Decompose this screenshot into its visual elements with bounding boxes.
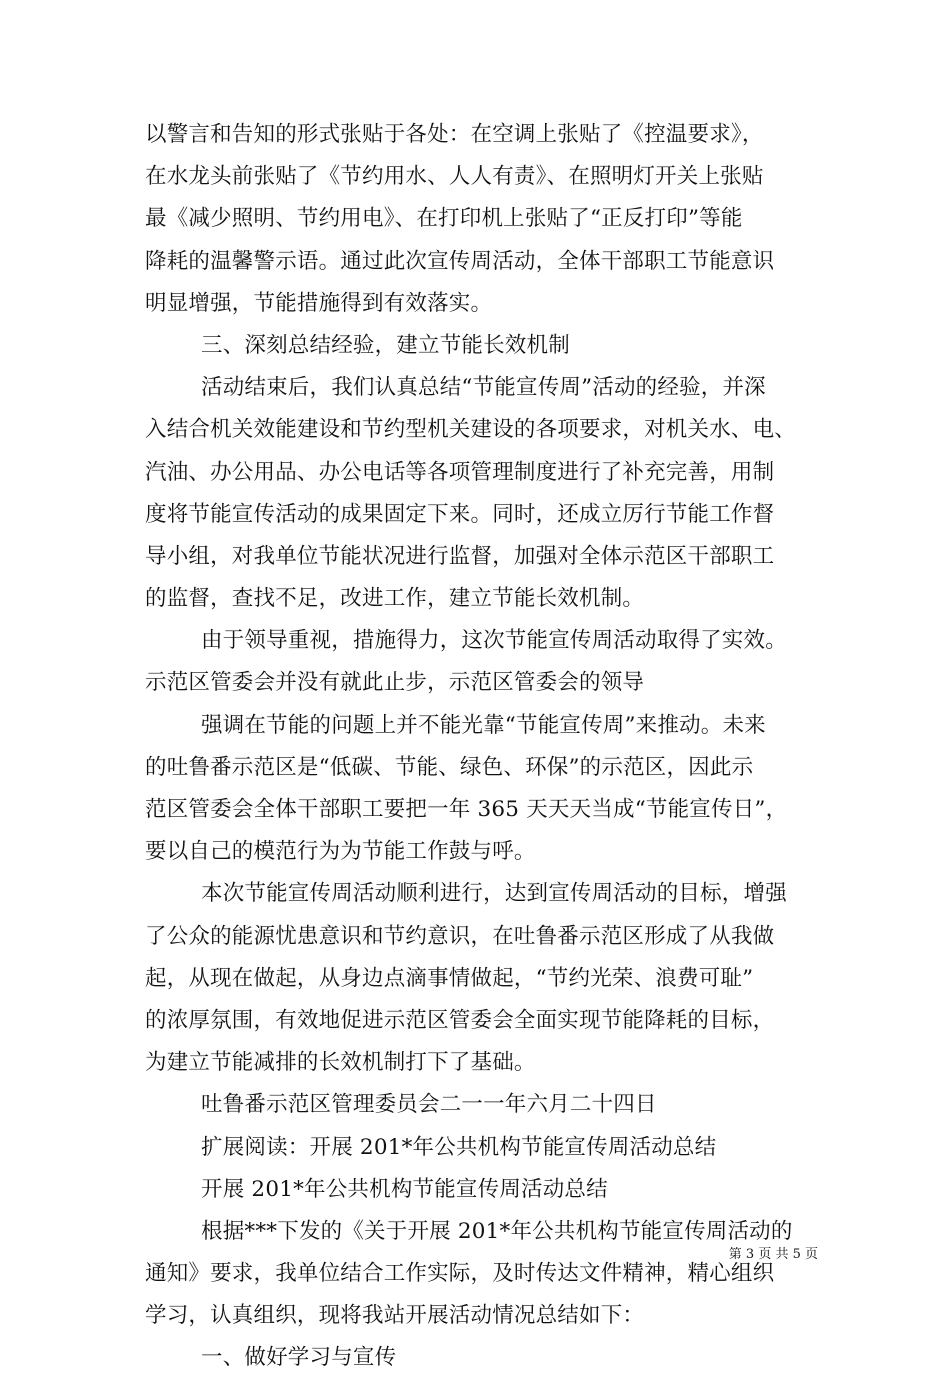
- paragraph-line: 的浓厚氛围，有效地促进示范区管委会全面实现节能降耗的目标，: [145, 1007, 775, 1033]
- paragraph-line: 示范区管委会并没有就此止步，示范区管委会的领导: [145, 670, 645, 696]
- paragraph-line: 通知》要求，我单位结合工作实际，及时传达文件精神，精心组织: [145, 1261, 775, 1287]
- paragraph-line: 度将节能宣传活动的成果固定下来。同时，还成立厉行节能工作督: [145, 501, 775, 527]
- paragraph-line: 活动结束后，我们认真总结“节能宣传周”活动的经验，并深: [201, 375, 766, 401]
- paragraph-line: 根据***下发的《关于开展 201*年公共机构节能宣传周活动的: [201, 1218, 793, 1244]
- extended-reading-title: 扩展阅读：开展 201*年公共机构节能宣传周活动总结: [201, 1134, 717, 1160]
- paragraph-line: 在水龙头前张贴了《节约用水、人人有责》、在照明灯开关上张贴: [145, 164, 764, 190]
- paragraph-line: 为建立节能减排的长效机制打下了基础。: [145, 1050, 536, 1076]
- paragraph-line: 的吐鲁番示范区是“低碳、节能、绿色、环保”的示范区，因此示: [145, 754, 754, 780]
- paragraph-line: 最《减少照明、节约用电》、在打印机上张贴了“正反打印”等能: [145, 206, 743, 232]
- paragraph-line: 要以自己的模范行为为节能工作鼓与呼。: [145, 839, 536, 865]
- paragraph-line: 导小组，对我单位节能状况进行监督，加强对全体示范区干部职工: [145, 543, 775, 569]
- article-title: 开展 201*年公共机构节能宣传周活动总结: [201, 1176, 608, 1202]
- paragraph-line: 强调在节能的问题上并不能光靠“节能宣传周”来推动。未来: [201, 712, 766, 738]
- paragraph-line: 入结合机关效能建设和节约型机关建设的各项要求，对机关水、电、: [145, 417, 797, 443]
- section-heading: 三、深刻总结经验，建立节能长效机制: [201, 332, 570, 358]
- paragraph-line: 的监督，查找不足，改进工作，建立节能长效机制。: [145, 586, 645, 612]
- paragraph-line: 降耗的温馨警示语。通过此次宣传周活动，全体干部职工节能意识: [145, 248, 775, 274]
- section-heading: 一、做好学习与宣传: [201, 1345, 397, 1371]
- paragraph-line: 本次节能宣传周活动顺利进行，达到宣传周活动的目标，增强: [201, 881, 787, 907]
- paragraph-line: 范区管委会全体干部职工要把一年 365 天天天当成“节能宣传日”，: [145, 797, 788, 822]
- paragraph-line: 以警言和告知的形式张贴于各处：在空调上张贴了《控温要求》，: [145, 122, 764, 147]
- paragraph-line: 学习，认真组织，现将我站开展活动情况总结如下：: [145, 1303, 645, 1329]
- paragraph-line: 起，从现在做起，从身边点滴事情做起，“节约光荣、浪费可耻”: [145, 965, 754, 991]
- signature-line: 吐鲁番示范区管理委员会二一一年六月二十四日: [201, 1092, 657, 1118]
- page-number: 第 3 页 共 5 页: [728, 1247, 818, 1262]
- paragraph-line: 明显增强，节能措施得到有效落实。: [145, 290, 493, 316]
- document-body: [145, 114, 825, 1380]
- paragraph-line: 了公众的能源忧患意识和节约意识，在吐鲁番示范区形成了从我做: [145, 923, 775, 949]
- paragraph-line: 由于领导重视，措施得力，这次节能宣传周活动取得了实效。: [201, 628, 787, 654]
- paragraph-line: 汽油、办公用品、办公电话等各项管理制度进行了补充完善，用制: [145, 459, 775, 485]
